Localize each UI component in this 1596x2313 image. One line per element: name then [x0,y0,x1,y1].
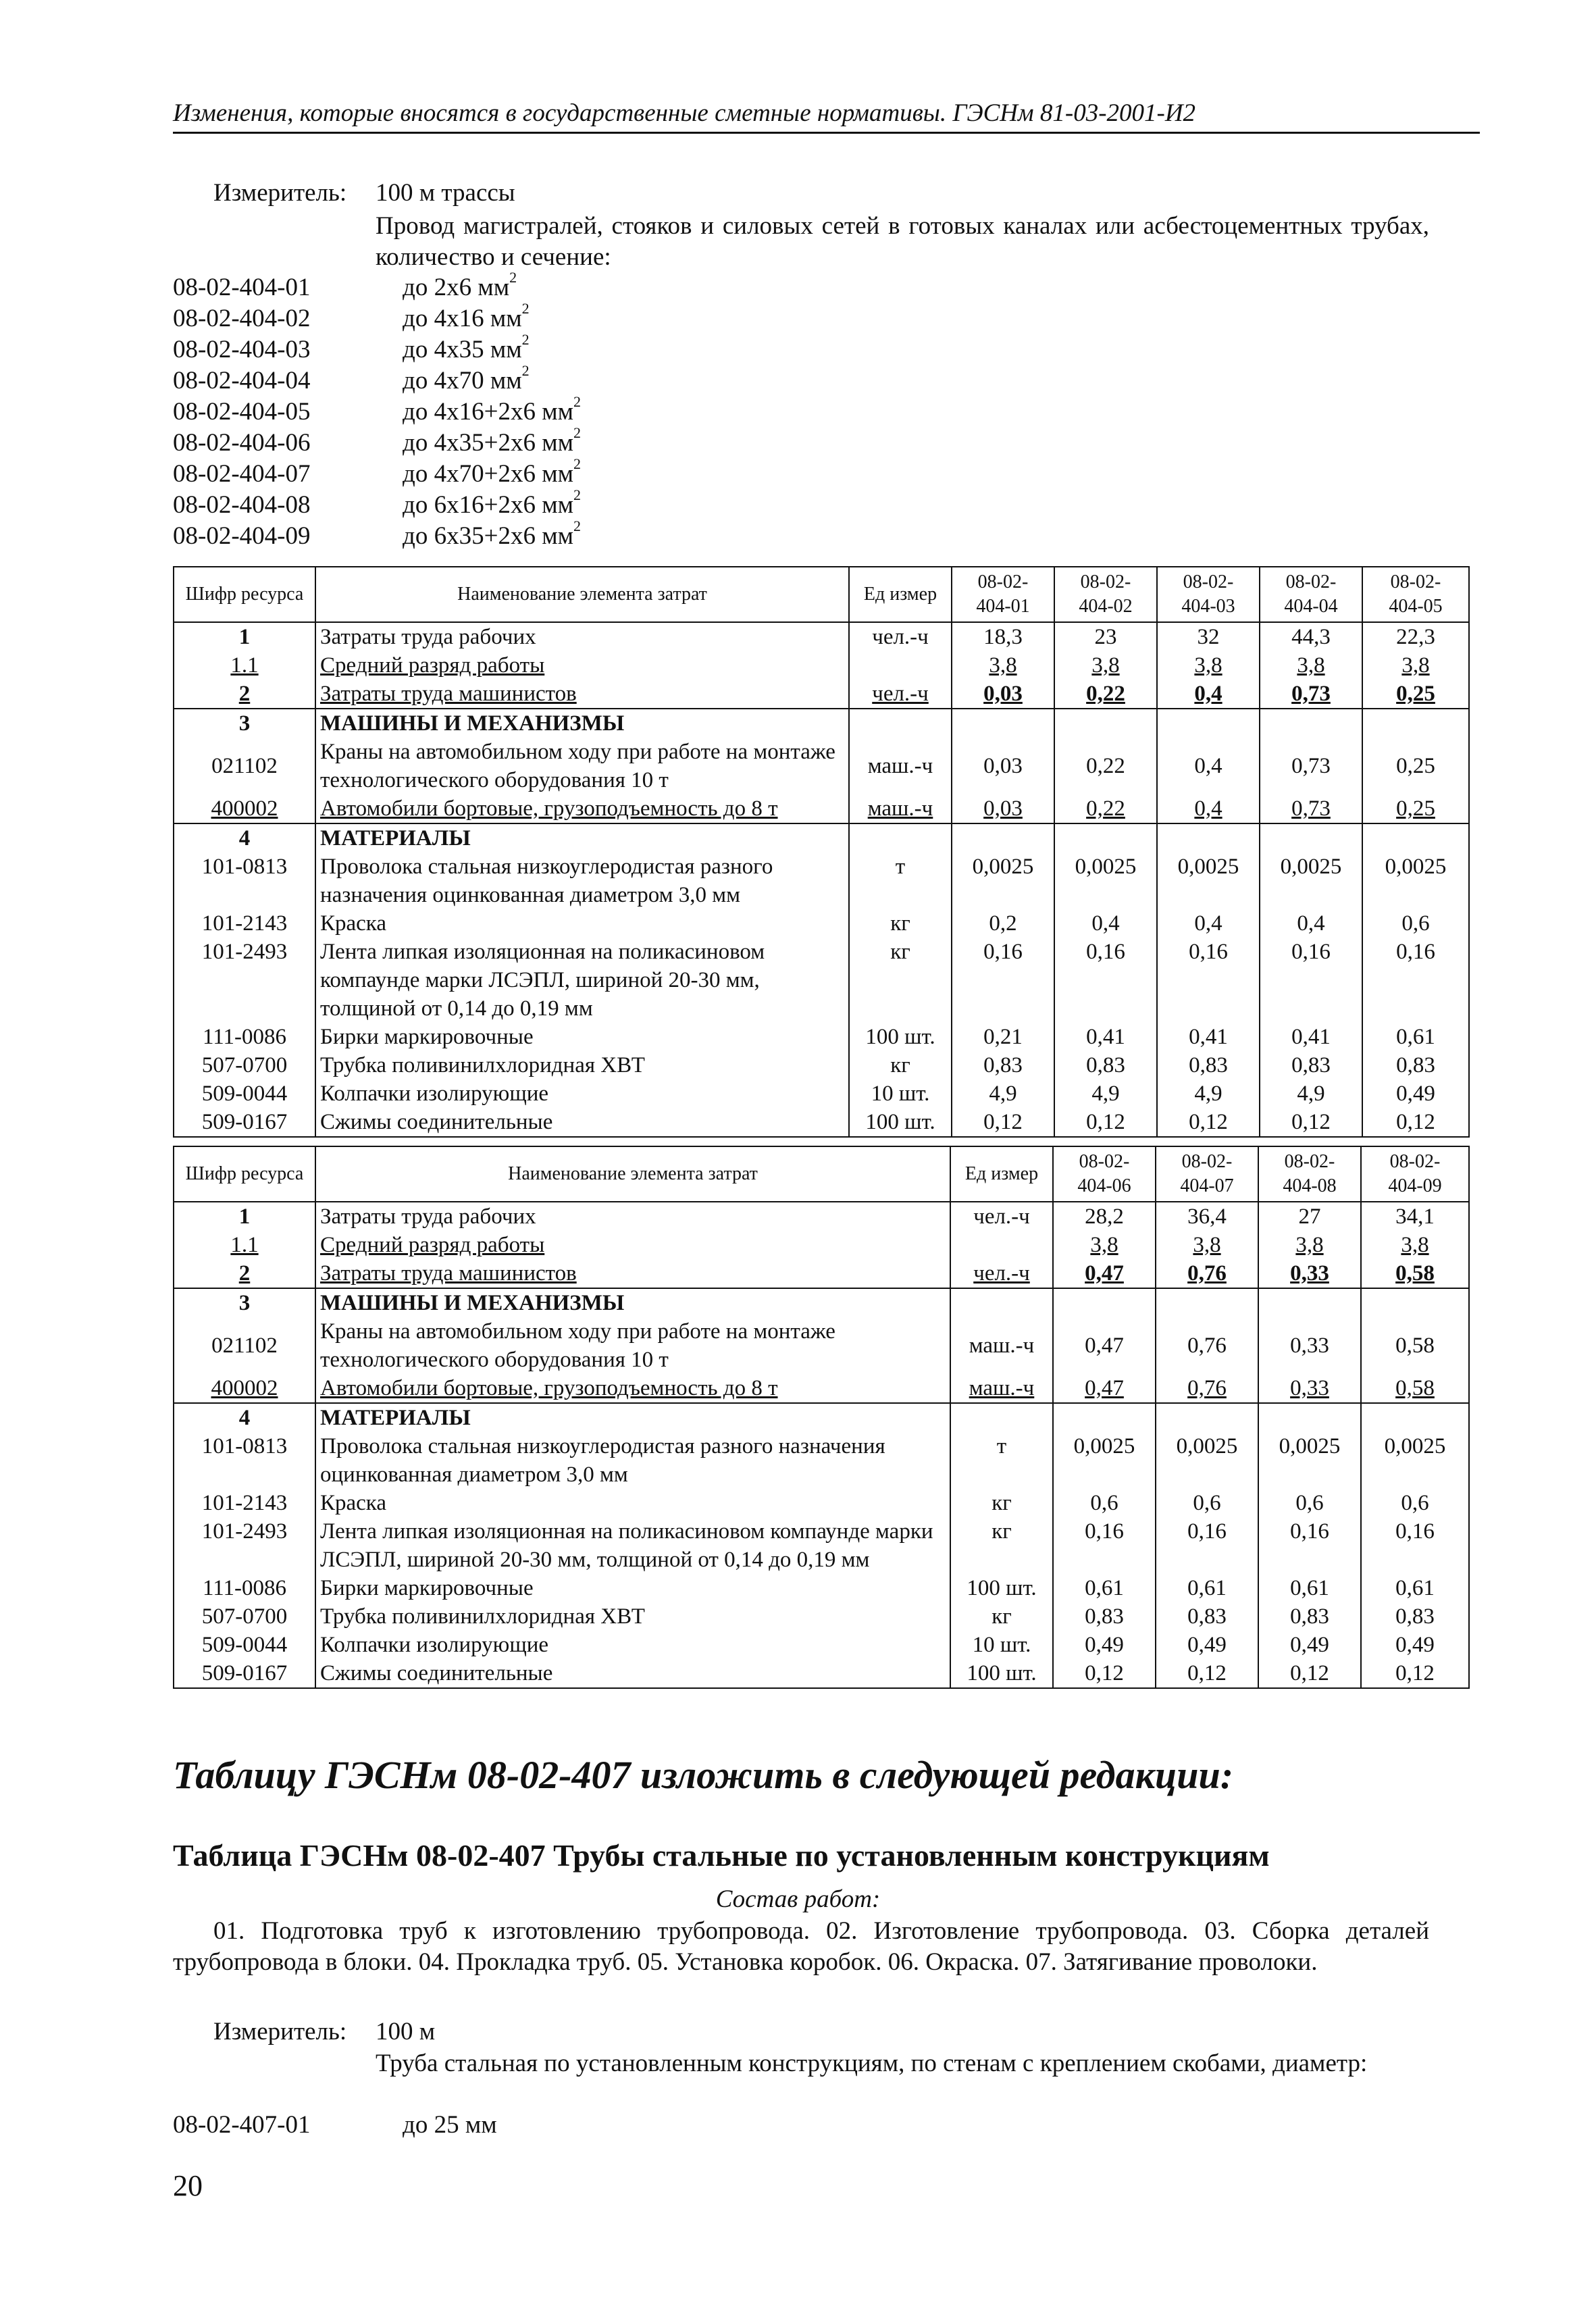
resource-value: 36,4 [1156,1202,1258,1231]
resource-value: 0,4 [1260,909,1362,938]
resource-value: 4,9 [1260,1079,1362,1108]
resource-value: 0,58 [1361,1374,1469,1403]
item-code: 08-02-404-04 [173,367,311,395]
table-row [174,1202,1469,1231]
table-row [174,1574,1469,1602]
work-description-2: Труба стальная по установленным конструкциям, по стенам с креплением скобами, диаметр: [376,2050,1368,2077]
item-code: 08-02-404-08 [173,491,311,519]
resource-value: 3,8 [1053,1231,1156,1259]
item-text: до 2х6 $мм^2$ [403,269,517,301]
resource-value: 0,16 [1053,1517,1156,1574]
table-row [174,738,1469,794]
table-row [174,1023,1469,1051]
resource-value: 0,61 [1362,1023,1469,1051]
item-text: до 25 мм [403,2111,497,2139]
resource-name: Затраты труда машинистов [315,1259,950,1288]
resource-value: 3,8 [952,651,1054,680]
resource-value: 0,22 [1054,680,1157,709]
resource-value [1260,823,1362,853]
resource-value: 0,83 [1157,1051,1260,1079]
resource-value: 0,12 [952,1108,1054,1137]
resource-value [1362,709,1469,738]
resource-value: 0,03 [952,680,1054,709]
resource-value: 0,6 [1258,1489,1361,1517]
item-code: 08-02-404-05 [173,398,311,426]
table-row [174,1288,1469,1317]
resource-value: 0,16 [952,938,1054,1023]
resource-unit [849,651,952,680]
resource-name: Бирки маркировочные [315,1574,950,1602]
resource-value: 0,16 [1157,938,1260,1023]
resource-code: 509-0167 [174,1108,315,1137]
resource-value: 0,0025 [1260,853,1362,909]
resource-value [1361,1403,1469,1432]
resource-name: Сжимы соединительные [315,1659,950,1688]
resource-value: 4,9 [1157,1079,1260,1108]
meter-value-2: 100 м [376,2018,436,2045]
resource-value: 3,8 [1361,1231,1469,1259]
resource-value: 0,73 [1260,794,1362,823]
resource-code: 507-0700 [174,1051,315,1079]
resource-value: 0,49 [1362,1079,1469,1108]
resource-value [952,823,1054,853]
resource-value: 0,61 [1156,1574,1258,1602]
resource-unit [849,709,952,738]
resource-name: Трубка поливинилхлоридная ХВТ [315,1602,950,1631]
resource-value [1362,823,1469,853]
resource-code: 101-0813 [174,1432,315,1489]
resource-code: 021102 [174,1317,315,1374]
resource-value: 3,8 [1157,651,1260,680]
resource-value: 0,25 [1362,738,1469,794]
resource-value: 0,0025 [1156,1432,1258,1489]
resource-name: МАШИНЫ И МЕХАНИЗМЫ [315,1288,950,1317]
resource-value: 0,0025 [1361,1432,1469,1489]
resource-code: 3 [174,1288,315,1317]
works-list: 01. Подготовка труб к изготовлению трубопровода. 02. Изготовление трубопровода. 03. Сборка деталей трубопровода в блоки. 04. Прокладка труб. 05. Установка коробок. 06. Окраска. 07. Затягивание проволоки. [173,1917,1429,1976]
item-code: 08-02-404-03 [173,336,311,363]
item-text: до 4х35 $мм^2$ [403,331,530,363]
resource-table-1 [173,566,1470,1138]
resource-value: 0,47 [1053,1374,1156,1403]
column-header: 08-02- 404-04 [1260,567,1362,622]
resource-value: 0,49 [1156,1631,1258,1659]
resource-code: 101-2493 [174,938,315,1023]
resource-value: 0,83 [1260,1051,1362,1079]
resource-unit: кг [950,1489,1053,1517]
resource-value: 0,2 [952,909,1054,938]
resource-unit: маш.-ч [950,1317,1053,1374]
resource-unit: 100 шт. [950,1574,1053,1602]
resource-unit: 100 шт. [950,1659,1053,1688]
resource-code: 2 [174,1259,315,1288]
resource-value: 0,83 [1361,1602,1469,1631]
resource-value: 0,4 [1157,680,1260,709]
resource-unit [950,1231,1053,1259]
column-header: Шифр ресурса [174,1146,315,1202]
item-text: до 6х16+2х6 $мм^2$ [403,486,582,519]
resource-value: 0,76 [1156,1259,1258,1288]
resource-name: Автомобили бортовые, грузоподъемность до 8 т [315,1374,950,1403]
resource-value: 0,21 [952,1023,1054,1051]
table-row [174,794,1469,823]
resource-value: 0,33 [1258,1317,1361,1374]
resource-value: 0,0025 [1157,853,1260,909]
resource-code: 101-2143 [174,1489,315,1517]
resource-value: 0,12 [1157,1108,1260,1137]
resource-name: Краска [315,909,849,938]
resource-value: 0,25 [1362,794,1469,823]
resource-unit: т [950,1432,1053,1489]
resource-name: Лента липкая изоляционная на поликасиновом компаунде марки ЛСЭПЛ, шириной 20-30 мм, толщиной от 0,14 до 0,19 мм [315,1517,950,1574]
resource-unit: 10 шт. [950,1631,1053,1659]
resource-value: 0,16 [1362,938,1469,1023]
resource-value: 18,3 [952,622,1054,651]
resource-name: Колпачки изолирующие [315,1079,849,1108]
resource-value: 0,22 [1054,794,1157,823]
meter-value: 100 м трассы [376,179,515,207]
resource-value: 0,4 [1054,909,1157,938]
resource-value: 3,8 [1260,651,1362,680]
resource-value: 0,4 [1157,794,1260,823]
resource-code: 507-0700 [174,1602,315,1631]
table-row [174,1602,1469,1631]
table-row [174,1432,1469,1489]
resource-name: Проволока стальная низкоуглеродистая разного назначения оцинкованная диаметром 3,0 мм [315,853,849,909]
resource-value: 0,73 [1260,738,1362,794]
resource-value [1260,709,1362,738]
item-code: 08-02-404-02 [173,305,311,332]
resource-value: 0,12 [1258,1659,1361,1688]
resource-value [1156,1403,1258,1432]
item-code: 08-02-404-07 [173,460,311,488]
resource-unit: кг [849,938,952,1023]
table-row [174,1374,1469,1403]
resource-value: 4,9 [952,1079,1054,1108]
column-header: 08-02- 404-06 [1053,1146,1156,1202]
resource-code: 509-0044 [174,1079,315,1108]
table-row [174,1079,1469,1108]
resource-value: 0,6 [1053,1489,1156,1517]
table-row [174,909,1469,938]
resource-value: 3,8 [1054,651,1157,680]
resource-value: 0,03 [952,794,1054,823]
resource-value: 0,12 [1361,1659,1469,1688]
sostav-heading: Состав работ: [715,1885,881,1913]
item-code: 08-02-404-09 [173,522,311,550]
table-row [174,1259,1469,1288]
resource-value: 0,0025 [1054,853,1157,909]
work-description: Провод магистралей, стояков и силовых сетей в готовых каналах или асбестоцементных трубах, количество и сечение: [376,212,1429,271]
resource-code: 509-0167 [174,1659,315,1688]
resource-unit: кг [950,1602,1053,1631]
resource-code: 101-2493 [174,1517,315,1574]
resource-value: 23 [1054,622,1157,651]
resource-value [1258,1403,1361,1432]
table-row [174,823,1469,853]
resource-value: 0,12 [1362,1108,1469,1137]
resource-name: Сжимы соединительные [315,1108,849,1137]
resource-unit: чел.-ч [950,1202,1053,1231]
column-header: Наименование элемента затрат [315,1146,950,1202]
resource-value: 0,41 [1054,1023,1157,1051]
resource-code: 4 [174,823,315,853]
resource-value: 0,22 [1054,738,1157,794]
resource-name: МАТЕРИАЛЫ [315,1403,950,1432]
table-row [174,1108,1469,1137]
table-heading: Таблица ГЭСНм 08-02-407 Трубы стальные по установленным конструкциям [173,1838,1270,1873]
resource-unit: кг [950,1517,1053,1574]
column-header: 08-02- 404-08 [1258,1146,1361,1202]
resource-value: 0,0025 [952,853,1054,909]
resource-unit: 10 шт. [849,1079,952,1108]
resource-value: 22,3 [1362,622,1469,651]
resource-value: 0,76 [1156,1317,1258,1374]
resource-value: 0,41 [1260,1023,1362,1051]
resource-value: 0,12 [1260,1108,1362,1137]
item-text: до 4х70+2х6 $мм^2$ [403,455,582,488]
resource-unit: кг [849,909,952,938]
resource-value: 0,73 [1260,680,1362,709]
resource-value: 0,47 [1053,1259,1156,1288]
resource-value: 4,9 [1054,1079,1157,1108]
table-row [174,853,1469,909]
resource-value: 0,12 [1054,1108,1157,1137]
resource-name: Затраты труда рабочих [315,1202,950,1231]
resource-unit: чел.-ч [950,1259,1053,1288]
resource-table-2 [173,1146,1470,1689]
resource-unit: чел.-ч [849,622,952,651]
resource-value [1053,1288,1156,1317]
resource-value [1054,823,1157,853]
item-text: до 4х70 $мм^2$ [403,362,530,395]
table-row [174,1517,1469,1574]
resource-value: 0,49 [1258,1631,1361,1659]
resource-unit: маш.-ч [849,738,952,794]
resource-code: 1.1 [174,1231,315,1259]
table-row [174,622,1469,651]
resource-code: 111-0086 [174,1023,315,1051]
resource-name: Бирки маркировочные [315,1023,849,1051]
table-row [174,680,1469,709]
resource-value [1258,1288,1361,1317]
table-row [174,1631,1469,1659]
resource-name: Средний разряд работы [315,651,849,680]
column-header: Ед измер [849,567,952,622]
page-number: 20 [173,2169,203,2202]
column-header: 08-02- 404-07 [1156,1146,1258,1202]
resource-value: 0,16 [1260,938,1362,1023]
resource-unit [950,1403,1053,1432]
resource-code: 1.1 [174,651,315,680]
resource-value: 0,0025 [1362,853,1469,909]
item-text: до 4х16+2х6 $мм^2$ [403,393,582,426]
resource-unit [950,1288,1053,1317]
resource-unit: 100 шт. [849,1108,952,1137]
resource-value: 0,61 [1258,1574,1361,1602]
resource-name: Трубка поливинилхлоридная ХВТ [315,1051,849,1079]
item-text: до 6х35+2х6 $мм^2$ [403,517,582,550]
column-header: Наименование элемента затрат [315,567,849,622]
resource-value: 0,03 [952,738,1054,794]
resource-value: 0,12 [1156,1659,1258,1688]
column-header: 08-02- 404-05 [1362,567,1469,622]
resource-value: 0,83 [1362,1051,1469,1079]
resource-value: 3,8 [1156,1231,1258,1259]
resource-value: 0,0025 [1053,1432,1156,1489]
resource-unit: т [849,853,952,909]
resource-unit: маш.-ч [849,794,952,823]
item-code: 08-02-404-01 [173,274,311,301]
resource-value: 0,16 [1054,938,1157,1023]
meter-label-2: Измеритель: [213,2018,347,2045]
column-header: Шифр ресурса [174,567,315,622]
table-row [174,938,1469,1023]
resource-unit: кг [849,1051,952,1079]
resource-value: 0,6 [1362,909,1469,938]
resource-name: МАТЕРИАЛЫ [315,823,849,853]
table-row [174,1317,1469,1374]
item-text: до 4х35+2х6 $мм^2$ [403,424,582,457]
resource-value: 0,83 [1156,1602,1258,1631]
resource-name: МАШИНЫ И МЕХАНИЗМЫ [315,709,849,738]
resource-name: Краска [315,1489,950,1517]
resource-value [1157,823,1260,853]
resource-value: 0,49 [1361,1631,1469,1659]
resource-value: 0,47 [1053,1317,1156,1374]
meter-label: Измеритель: [213,179,347,207]
resource-value: 0,58 [1361,1317,1469,1374]
resource-unit: 100 шт. [849,1023,952,1051]
table-row [174,1231,1469,1259]
table-row [174,1403,1469,1432]
resource-value: 0,61 [1361,1574,1469,1602]
resource-code: 1 [174,1202,315,1231]
resource-name: Проволока стальная низкоуглеродистая разного назначения оцинкованная диаметром 3,0 мм [315,1432,950,1489]
resource-value: 0,76 [1156,1374,1258,1403]
resource-value: 0,16 [1361,1517,1469,1574]
resource-name: Автомобили бортовые, грузоподъемность до 8 т [315,794,849,823]
table-row [174,1659,1469,1688]
resource-value: 0,0025 [1258,1432,1361,1489]
resource-code: 101-0813 [174,853,315,909]
resource-value [952,709,1054,738]
resource-name: Краны на автомобильном ходу при работе на монтаже технологического оборудования 10 т [315,738,849,794]
resource-value: 0,83 [1054,1051,1157,1079]
column-header: Ед измер [950,1146,1053,1202]
resource-value: 0,33 [1258,1374,1361,1403]
table-row [174,1489,1469,1517]
resource-value: 32 [1157,622,1260,651]
table-row [174,709,1469,738]
resource-code: 509-0044 [174,1631,315,1659]
resource-value: 34,1 [1361,1202,1469,1231]
resource-name: Колпачки изолирующие [315,1631,950,1659]
resource-value: 0,83 [1053,1602,1156,1631]
resource-code: 4 [174,1403,315,1432]
resource-value: 0,4 [1157,738,1260,794]
resource-value: 44,3 [1260,622,1362,651]
resource-code: 021102 [174,738,315,794]
table-row [174,1051,1469,1079]
resource-code: 111-0086 [174,1574,315,1602]
resource-code: 400002 [174,794,315,823]
resource-code: 3 [174,709,315,738]
item-code: 08-02-407-01 [173,2111,311,2139]
resource-value: 0,33 [1258,1259,1361,1288]
resource-value [1361,1288,1469,1317]
resource-value: 0,83 [952,1051,1054,1079]
item-code: 08-02-404-06 [173,429,311,457]
resource-value: 3,8 [1258,1231,1361,1259]
resource-code: 1 [174,622,315,651]
resource-unit: маш.-ч [950,1374,1053,1403]
running-header: Изменения, которые вносятся в государственные сметные нормативы. ГЭСНм 81-03-2001-И2 [173,99,1480,134]
resource-name: Краны на автомобильном ходу при работе на монтаже технологического оборудования 10 т [315,1317,950,1374]
column-header: 08-02- 404-02 [1054,567,1157,622]
column-header: 08-02- 404-03 [1157,567,1260,622]
resource-value: 0,12 [1053,1659,1156,1688]
resource-name: Лента липкая изоляционная на поликасиновом компаунде марки ЛСЭПЛ, шириной 20-30 мм, толщиной от 0,14 до 0,19 мм [315,938,849,1023]
resource-value: 3,8 [1362,651,1469,680]
resource-value: 0,6 [1361,1489,1469,1517]
resource-code: 101-2143 [174,909,315,938]
resource-value: 0,25 [1362,680,1469,709]
resource-value [1156,1288,1258,1317]
resource-value [1054,709,1157,738]
table-row [174,651,1469,680]
resource-value: 0,49 [1053,1631,1156,1659]
resource-value: 0,6 [1156,1489,1258,1517]
column-header: 08-02- 404-01 [952,567,1054,622]
resource-name: Затраты труда рабочих [315,622,849,651]
resource-code: 400002 [174,1374,315,1403]
resource-value: 0,4 [1157,909,1260,938]
resource-value: 0,58 [1361,1259,1469,1288]
resource-name: Средний разряд работы [315,1231,950,1259]
item-text: до 4х16 $мм^2$ [403,300,530,332]
resource-name: Затраты труда машинистов [315,680,849,709]
resource-value [1053,1403,1156,1432]
column-header: 08-02- 404-09 [1361,1146,1469,1202]
resource-value: 27 [1258,1202,1361,1231]
italic-heading: Таблицу ГЭСНм 08-02-407 изложить в следующей редакции: [173,1753,1234,1797]
resource-unit [849,823,952,853]
resource-value: 0,83 [1258,1602,1361,1631]
resource-code: 2 [174,680,315,709]
resource-value [1157,709,1260,738]
resource-value: 28,2 [1053,1202,1156,1231]
resource-unit: чел.-ч [849,680,952,709]
resource-value: 0,16 [1156,1517,1258,1574]
resource-value: 0,16 [1258,1517,1361,1574]
resource-value: 0,61 [1053,1574,1156,1602]
resource-value: 0,41 [1157,1023,1260,1051]
